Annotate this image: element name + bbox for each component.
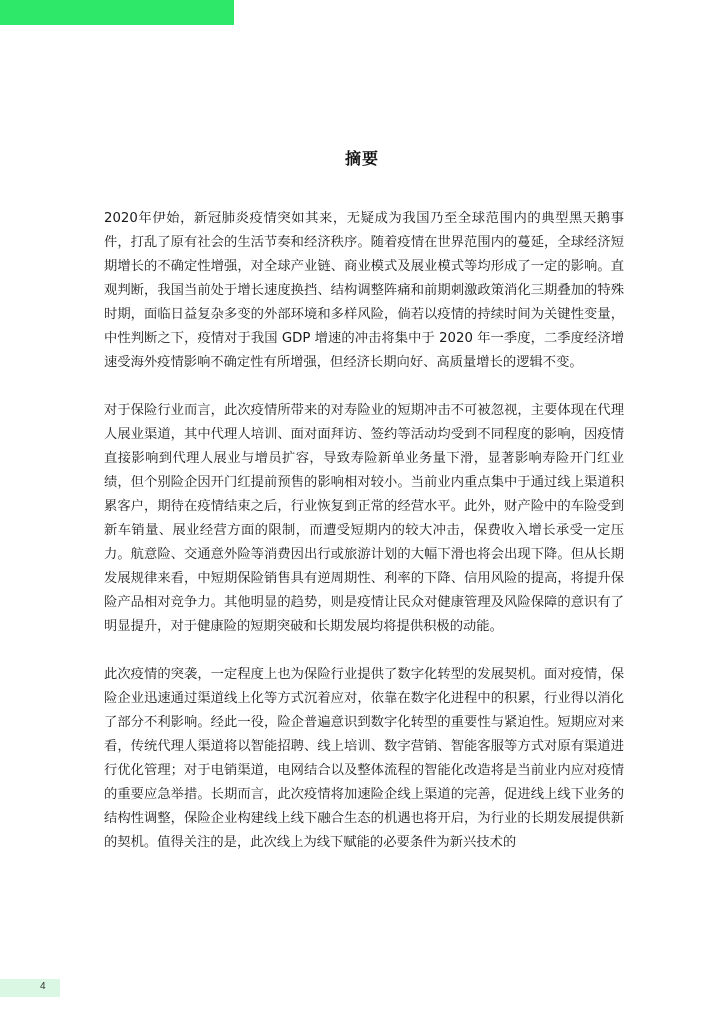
header-accent-bar [0, 0, 234, 25]
page-title: 摘要 [344, 149, 379, 168]
paragraph-1: 2020年伊始，新冠肺炎疫情突如其来，无疑成为我国乃至全球范围内的典型黑天鹅事件，打乱了原有社会的生活节奏和经济秩序。随着疫情在世界范围内的蔓延，全球经济短期增长的不确定性增强，对全球产业链、商业模式及展业模式等均形成了一定的影响。直观判断，我国当前处于增长速度换挡、结构调整阵痛和前期刺激政策消化三期叠加的特殊时期，面临日益复杂多变的外部环境和多样风险，倘若以疫情的持续时间为关键性变量，中性判断之下，疫情对于我国 GDP 增速的冲击将集中于 2020 年一季度，二季度经济增速受海外疫情影响不确定性有所增强，但经济长期向好、高质量增长的逻辑不变。 [104, 211, 624, 370]
page-number-badge [0, 979, 60, 997]
paragraph-2: 对于保险行业而言，此次疫情所带来的对寿险业的短期冲击不可被忽视，主要体现在代理人展业渠道，其中代理人培训、面对面拜访、签约等活动均受到不同程度的影响，因疫情直接影响到代理人展业与增员扩容，导致寿险新单业务量下滑，显著影响寿险开门红业绩，但个别险企因开门红提前预售的影响相对较小。当前业内重点集中于通过线上渠道积累客户，期待在疫情结束之后，行业恢复到正常的经营水平。此外，财产险中的车险受到新车销量、展业经营方面的限制，而遭受短期内的较大冲击，保费收入增长承受一定压力。航意险、交通意外险等消费因出行或旅游计划的大幅下滑也将会出现下降。但从长期发展规律来看，中短期保险销售具有逆周期性、利率的下降、信用风险的提高，将提升保险产品相对竞争力。其他明显的趋势，则是疫情让民众对健康管理及风险保障的意识有了明显提升，对于健康险的短期突破和长期发展均将提供积极的动能。 [104, 403, 624, 634]
paragraph-3: 此次疫情的突袭，一定程度上也为保险行业提供了数字化转型的发展契机。面对疫情，保险企业迅速通过渠道线上化等方式沉着应对，依靠在数字化进程中的积累，行业得以消化了部分不利影响。经此一役，险企普遍意识到数字化转型的重要性与紧迫性。短期应对来看，传统代理人渠道将以智能招聘、线上培训、数字营销、智能客服等方式对原有渠道进行优化管理；对于电销渠道，电网结合以及整体流程的智能化改造将是当前业内应对疫情的重要应急举措。长期而言，此次疫情将加速险企线上渠道的完善，促进线上线下业务的结构性调整，保险企业构建线上线下融合生态的机遇也将开启，为行业的长期发展提供新的契机。值得关注的是，此次线上为线下赋能的必要条件为新兴技术的 [104, 667, 624, 850]
document-body [104, 207, 624, 879]
page-number: 4 [40, 981, 46, 992]
